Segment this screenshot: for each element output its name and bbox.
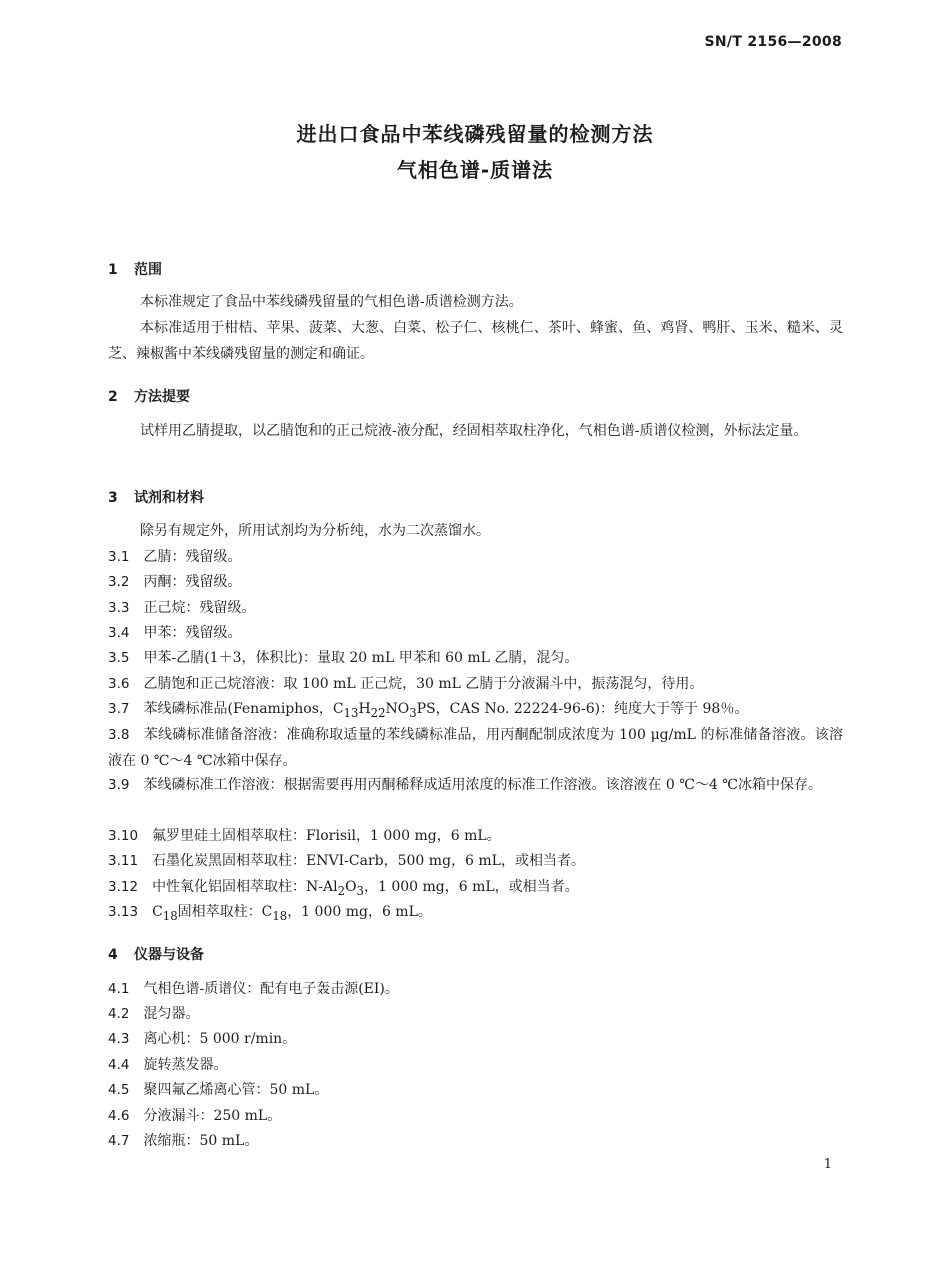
paragraph: 本标准适用于柑桔、苹果、菠菜、大葱、白菜、松子仁、核桃仁、茶叶、蜂蜜、鱼、鸡肾、鸭肝、玉米、糙米、灵芝、辣椒酱中苯线磷残留量的测定和确证。 (108, 320, 843, 362)
list-item: 3.6 乙腈饱和正己烷溶液：取 100 mL 正己烷，30 mL 乙腈于分液漏斗中，振荡混匀，待用。 (108, 676, 704, 692)
list-item: 4.7 浓缩瓶：50 mL。 (108, 1133, 259, 1149)
paragraph: 试样用乙腈提取，以乙腈饱和的正己烷液-液分配，经固相萃取柱净化，气相色谱-质谱仪检测，外标法定量。 (140, 423, 808, 439)
list-item: 3.5 甲苯-乙腈(1＋3，体积比)：量取 20 mL 甲苯和 60 mL 乙腈，混匀。 (108, 650, 579, 666)
paragraph: 本标准规定了食品中苯线磷残留量的气相色谱-质谱检测方法。 (140, 294, 523, 310)
section-title: 方法提要 (134, 389, 190, 405)
document-subtitle: 气相色谱-质谱法 (396, 158, 554, 182)
list-item: 3.8 苯线磷标准储备溶液：准确称取适量的苯线磷标准品，用丙酮配制成浓度为 100 μg/mL 的标准储备溶液。该溶液在 0 ℃～4 ℃冰箱中保存。 (108, 727, 843, 769)
section-2-heading (108, 386, 190, 406)
list-item: 3.4 甲苯：残留级。 (108, 625, 242, 641)
standard-code: SN/T 2156—2008 (704, 34, 842, 50)
list-item: 3.10 氟罗里硅土固相萃取柱：Florisil，1 000 mg，6 mL。 (108, 828, 501, 844)
list-item: 3.13 $C_{18}$固相萃取柱：$C_{18}$，1 000 mg，6 mL。 (108, 904, 432, 923)
list-item: 4.3 离心机：5 000 r/min。 (108, 1031, 297, 1047)
list-item: 3.1 乙腈：残留级。 (108, 549, 242, 565)
section-3-heading (108, 487, 204, 507)
section-number: 4 (108, 947, 118, 963)
paragraph: 除另有规定外，所用试剂均为分析纯，水为二次蒸馏水。 (140, 523, 490, 539)
document-title: 进出口食品中苯线磷残留量的检测方法 (296, 122, 654, 146)
list-item: 3.11 石墨化炭黑固相萃取柱：ENVI-Carb，500 mg，6 mL，或相当者。 (108, 853, 585, 869)
section-title: 仪器与设备 (134, 947, 204, 963)
list-item: 3.7 苯线磷标准品(Fenamiphos，$C_{13}H_{22}NO_3PS$，CAS No. 22224-96-6)：纯度大于等于 98％。 (108, 701, 749, 720)
section-title: 试剂和材料 (134, 490, 204, 506)
list-item: 3.9 苯线磷标准工作溶液：根据需要再用丙酮稀释成适用浓度的标准工作溶液。该溶液在 0 ℃～4 ℃冰箱中保存。 (108, 777, 822, 793)
page-number: 1 (823, 1157, 832, 1172)
section-1-heading (108, 259, 162, 279)
list-item: 4.5 聚四氟乙烯离心管：50 mL。 (108, 1082, 329, 1098)
list-item: 4.2 混匀器。 (108, 1006, 200, 1022)
section-number: 1 (108, 262, 118, 278)
section-4-heading (108, 944, 204, 964)
section-number: 3 (108, 490, 118, 506)
section-title: 范围 (134, 262, 162, 278)
list-item: 3.3 正己烷：残留级。 (108, 600, 256, 616)
section-number: 2 (108, 389, 118, 405)
list-item: 4.6 分液漏斗：250 mL。 (108, 1108, 282, 1124)
list-item: 4.1 气相色谱-质谱仪：配有电子轰击源(EI)。 (108, 981, 399, 997)
list-item: 3.12 中性氧化铝固相萃取柱：$N-Al_2O_3$，1 000 mg，6 mL，或相当者。 (108, 879, 579, 898)
list-item: 4.4 旋转蒸发器。 (108, 1057, 228, 1073)
list-item: 3.2 丙酮：残留级。 (108, 574, 242, 590)
